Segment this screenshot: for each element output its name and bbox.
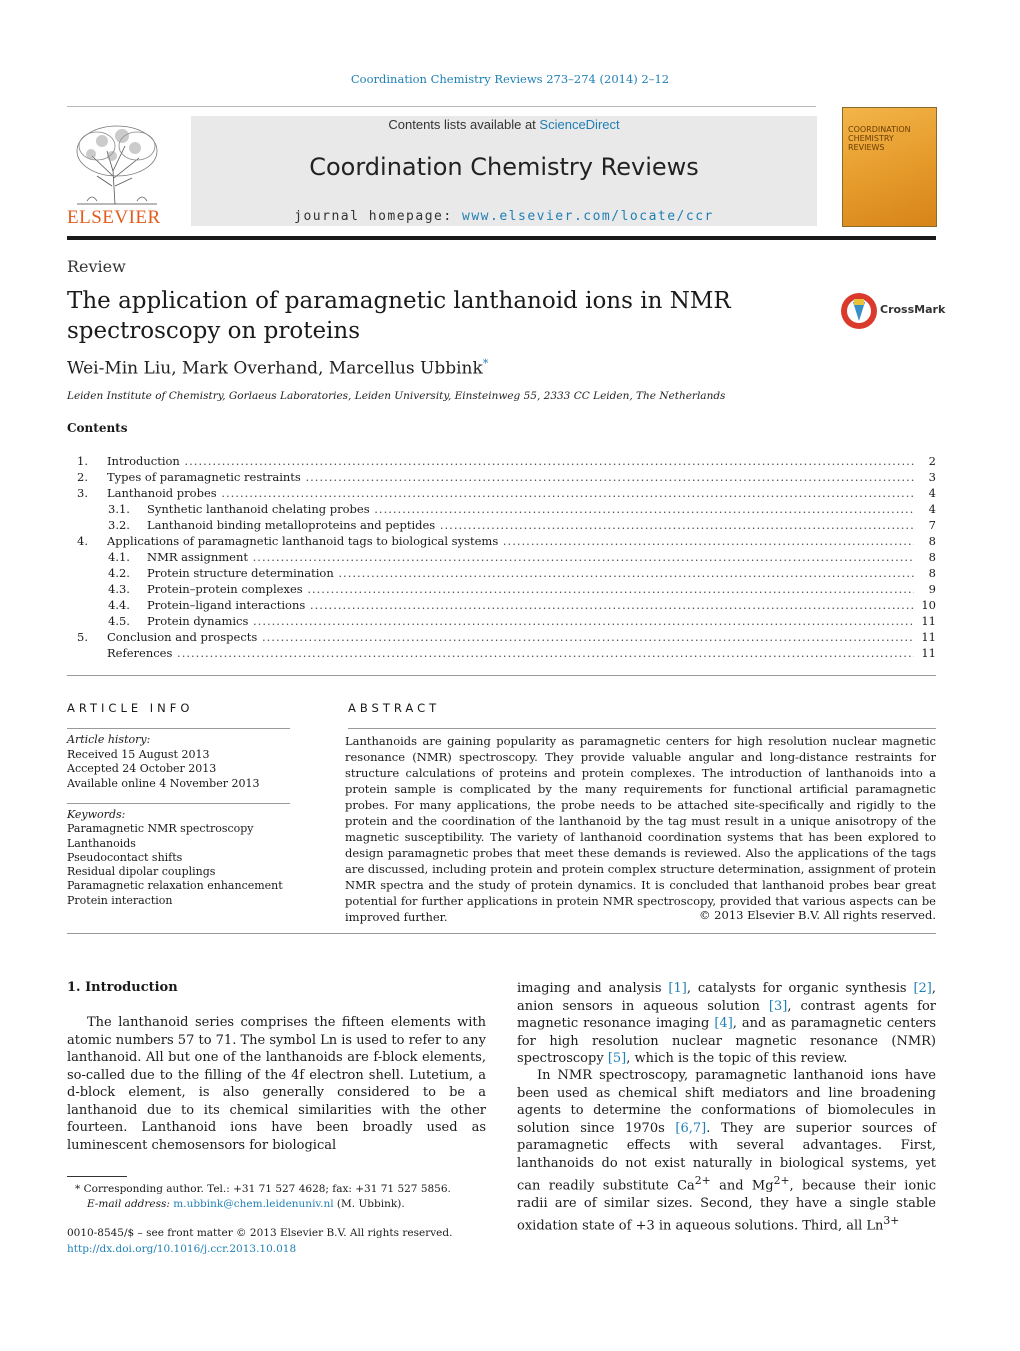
authors-text: Wei-Min Liu, Mark Overhand, Marcellus Ubbink — [67, 358, 483, 379]
toc-number: 4. — [77, 534, 88, 548]
homepage-label: journal homepage: — [294, 209, 453, 224]
doi-link[interactable]: http://dx.doi.org/10.1016/j.ccr.2013.10.018 — [67, 1242, 297, 1255]
table-of-contents — [67, 453, 936, 661]
toc-number: 4.3. — [108, 582, 130, 596]
abstract-copyright: © 2013 Elsevier B.V. All rights reserved. — [699, 908, 936, 922]
toc-label[interactable]: Lanthanoid binding metalloproteins and peptides ..... — [147, 517, 914, 533]
author-list — [67, 357, 488, 379]
toc-entry[interactable] — [67, 501, 936, 517]
section-divider — [67, 675, 936, 676]
toc-label[interactable]: Lanthanoid probes ..... — [107, 485, 914, 501]
toc-entry[interactable] — [67, 453, 936, 469]
toc-number: 3.1. — [108, 502, 130, 516]
footnote-rule — [67, 1176, 127, 1177]
citation-link[interactable]: [6,7] — [675, 1120, 707, 1136]
toc-page-number: 3 — [928, 470, 936, 484]
toc-page-number: 9 — [928, 582, 936, 596]
toc-page-number: 8 — [928, 550, 936, 564]
toc-page-number: 10 — [921, 598, 936, 612]
toc-entry[interactable] — [67, 469, 936, 485]
citation-link[interactable]: [2] — [913, 981, 932, 996]
received-date: Received 15 August 2013 — [67, 747, 210, 761]
toc-entry[interactable] — [67, 485, 936, 501]
toc-entry[interactable] — [67, 533, 936, 549]
toc-number: 4.4. — [108, 598, 130, 612]
intro-paragraph-1-continued: imaging and analysis [1], catalysts for organic synthesis [2], anion sensors in aqueous solution [3], contrast agents for magnetic resonance imaging [4], and as paramagnetic centers for high resolution nuclear magnetic resonance (NMR) spectroscopy [5], which is the topic of this review. — [517, 981, 937, 1066]
abstract-text: Lanthanoids are gaining popularity as paramagnetic centers for high resolution nuclear magnetic resonance (NMR) spectroscopy. They provide valuable angular and long-distance restraints for structure calculations of proteins and protein complexes. The introduction of lanthanoids into a protein sample is complicated by the many requirements for functional artificial paramagnetic probes. For many applications, the probe needs to be attached site-specifically and rigidly to the protein and the coordination of the lanthanoid by the tag must result in a unique anisotropy of the magnetic susceptibility. The variety of lanthanoid coordination systems that has been explored to design paramagnetic probes that meet these demands is reviewed. Also the applications of the tags are discussed, including protein and protein complex structure determination, assignment of protein NMR spectra and the study of protein dynamics. It is concluded that lanthanoid probes bear great potential for further applications in protein NMR spectroscopy, provided that various aspects can be improved further. — [345, 734, 936, 924]
email-owner: (M. Ubbink). — [336, 1197, 405, 1210]
toc-label[interactable]: Introduction ..... — [107, 453, 914, 469]
affiliation: Leiden Institute of Chemistry, Gorlaeus Laboratories, Leiden University, Einsteinweg 55, 2333 CC Leiden, The Netherlands — [67, 390, 726, 402]
keyword: Lanthanoids — [67, 836, 136, 850]
article-type: Review — [67, 257, 126, 276]
email-label: E-mail address: — [87, 1197, 170, 1210]
toc-page-number: 4 — [928, 502, 936, 516]
accepted-date: Accepted 24 October 2013 — [67, 762, 217, 775]
citation-link[interactable]: [1] — [668, 981, 687, 996]
keywords-rule — [67, 803, 290, 804]
keyword: Residual dipolar couplings — [67, 865, 216, 879]
contents-heading: Contents — [67, 421, 128, 435]
crossmark-label[interactable]: CrossMark — [880, 303, 946, 316]
intro-paragraph-2: In NMR spectroscopy, paramagnetic lanthanoid ions have been used as chemical shift mediators and line broadening agents to determine the conformations of biomolecules in solution since 1970s [6,7]. They are superior sources of paramagnetic effects with several advantages. First, lanthanoids do not exist naturally in biological systems, yet can readily substitute $Ca^{2+}$ and $Mg^{2+}$, because their ionic radii are of similar sizes. Second, they have a single stable oxidation state of +3 in aqueous solutions. Third, all $Ln^{3+}$ — [517, 1068, 937, 1234]
contents-available-text: Contents lists available at — [388, 117, 536, 132]
toc-page-number: 4 — [928, 486, 936, 500]
toc-number: 5. — [77, 630, 88, 644]
keyword: Pseudocontact shifts — [67, 850, 183, 864]
issn-line — [67, 1226, 452, 1257]
corresponding-author-note: * Corresponding author. Tel.: +31 71 527 4628; fax: +31 71 527 5856. — [75, 1183, 451, 1195]
toc-entry[interactable] — [67, 549, 936, 565]
toc-label[interactable]: Protein dynamics ..... — [147, 613, 914, 629]
toc-page-number: 8 — [928, 566, 936, 580]
toc-number: 4.2. — [108, 566, 130, 580]
keyword: Paramagnetic NMR spectroscopy — [67, 822, 254, 836]
toc-number: 3. — [77, 486, 88, 500]
toc-label[interactable]: References ..... — [107, 645, 914, 661]
toc-number: 4.5. — [108, 614, 130, 628]
cover-title: COORDINATION CHEMISTRY REVIEWS — [848, 125, 911, 152]
keywords-label: Keywords: — [67, 808, 126, 821]
corresponding-author-mark[interactable]: * — [482, 357, 489, 370]
toc-page-number: 8 — [928, 534, 936, 548]
toc-entry[interactable] — [67, 597, 936, 613]
toc-label[interactable]: Types of paramagnetic restraints ..... — [107, 469, 914, 485]
toc-label[interactable]: Protein structure determination ..... — [147, 565, 914, 581]
introduction-heading: 1. Introduction — [67, 980, 178, 995]
toc-page-number: 11 — [921, 646, 936, 660]
article-info-heading: ARTICLE INFO — [67, 701, 194, 715]
header-rule — [67, 236, 936, 240]
article-info-rule — [67, 728, 290, 729]
keywords-block — [67, 808, 283, 908]
header-divider — [67, 106, 816, 107]
toc-entry[interactable] — [67, 517, 936, 533]
available-date: Available online 4 November 2013 — [67, 776, 260, 790]
toc-label[interactable]: Synthetic lanthanoid chelating probes ..... — [147, 501, 914, 517]
toc-number: 2. — [77, 470, 88, 484]
toc-label[interactable]: Protein–protein complexes ..... — [147, 581, 914, 597]
toc-number: 1. — [77, 454, 88, 468]
elsevier-wordmark: ELSEVIER — [67, 207, 161, 228]
article-history — [67, 733, 259, 791]
article-title: The application of paramagnetic lanthanoid ions in NMR spectroscopy on proteins — [67, 288, 731, 344]
keyword: Protein interaction — [67, 893, 173, 907]
citation-link[interactable]: [4] — [714, 1016, 733, 1031]
contents-available-line — [191, 117, 817, 132]
toc-entry[interactable] — [67, 613, 936, 629]
toc-page-number: 11 — [921, 614, 936, 628]
toc-label[interactable]: NMR assignment ..... — [147, 549, 914, 565]
keyword: Paramagnetic relaxation enhancement — [67, 879, 283, 893]
toc-label[interactable]: Protein–ligand interactions ..... — [147, 597, 914, 613]
abstract-rule — [348, 728, 936, 729]
toc-number: 3.2. — [108, 518, 130, 532]
journal-homepage — [191, 209, 817, 224]
citation-link[interactable]: [3] — [768, 998, 788, 1014]
citation-link[interactable]: [5] — [607, 1051, 627, 1066]
journal-title: Coordination Chemistry Reviews — [309, 153, 699, 181]
intro-paragraph-1: The lanthanoid series comprises the fifteen elements with atomic numbers 57 to 71. The symbol Ln is used to refer to any lanthanoid. All but one of the lanthanoids are f-block elements, so-called due to the filling of the 4f electron shell. Lutetium, a d-block element, is also generally considered to be a lanthanoid due to its chemical similarities with the other fourteen. Lanthanoid ions have been broadly used as luminescent chemosensors for biological — [67, 1015, 487, 1153]
email-link[interactable]: m.ubbink@chem.leidenuniv.nl — [173, 1197, 334, 1210]
journal-reference-link[interactable]: Coordination Chemistry Reviews 273–274 (2014) 2–12 — [350, 72, 670, 86]
toc-entry[interactable] — [67, 581, 936, 597]
abstract-heading: ABSTRACT — [348, 701, 441, 715]
toc-entry[interactable] — [67, 565, 936, 581]
toc-entry[interactable] — [67, 629, 936, 645]
corresponding-footnote — [75, 1182, 451, 1211]
issn-text: 0010-8545/$ – see front matter © 2013 Elsevier B.V. All rights reserved. — [67, 1227, 453, 1239]
toc-number: 4.1. — [108, 550, 130, 564]
toc-page-number: 7 — [928, 518, 936, 532]
homepage-link[interactable]: www.elsevier.com/locate/ccr — [462, 209, 714, 224]
toc-label[interactable]: Conclusion and prospects ..... — [107, 629, 914, 645]
toc-page-number: 2 — [928, 454, 936, 468]
toc-page-number: 11 — [921, 630, 936, 644]
sciencedirect-link[interactable]: ScienceDirect — [539, 117, 620, 132]
history-label: Article history: — [67, 733, 151, 746]
body-divider — [67, 933, 936, 934]
toc-label[interactable]: Applications of paramagnetic lanthanoid tags to biological systems ..... — [107, 533, 914, 549]
toc-entry[interactable] — [67, 645, 936, 661]
